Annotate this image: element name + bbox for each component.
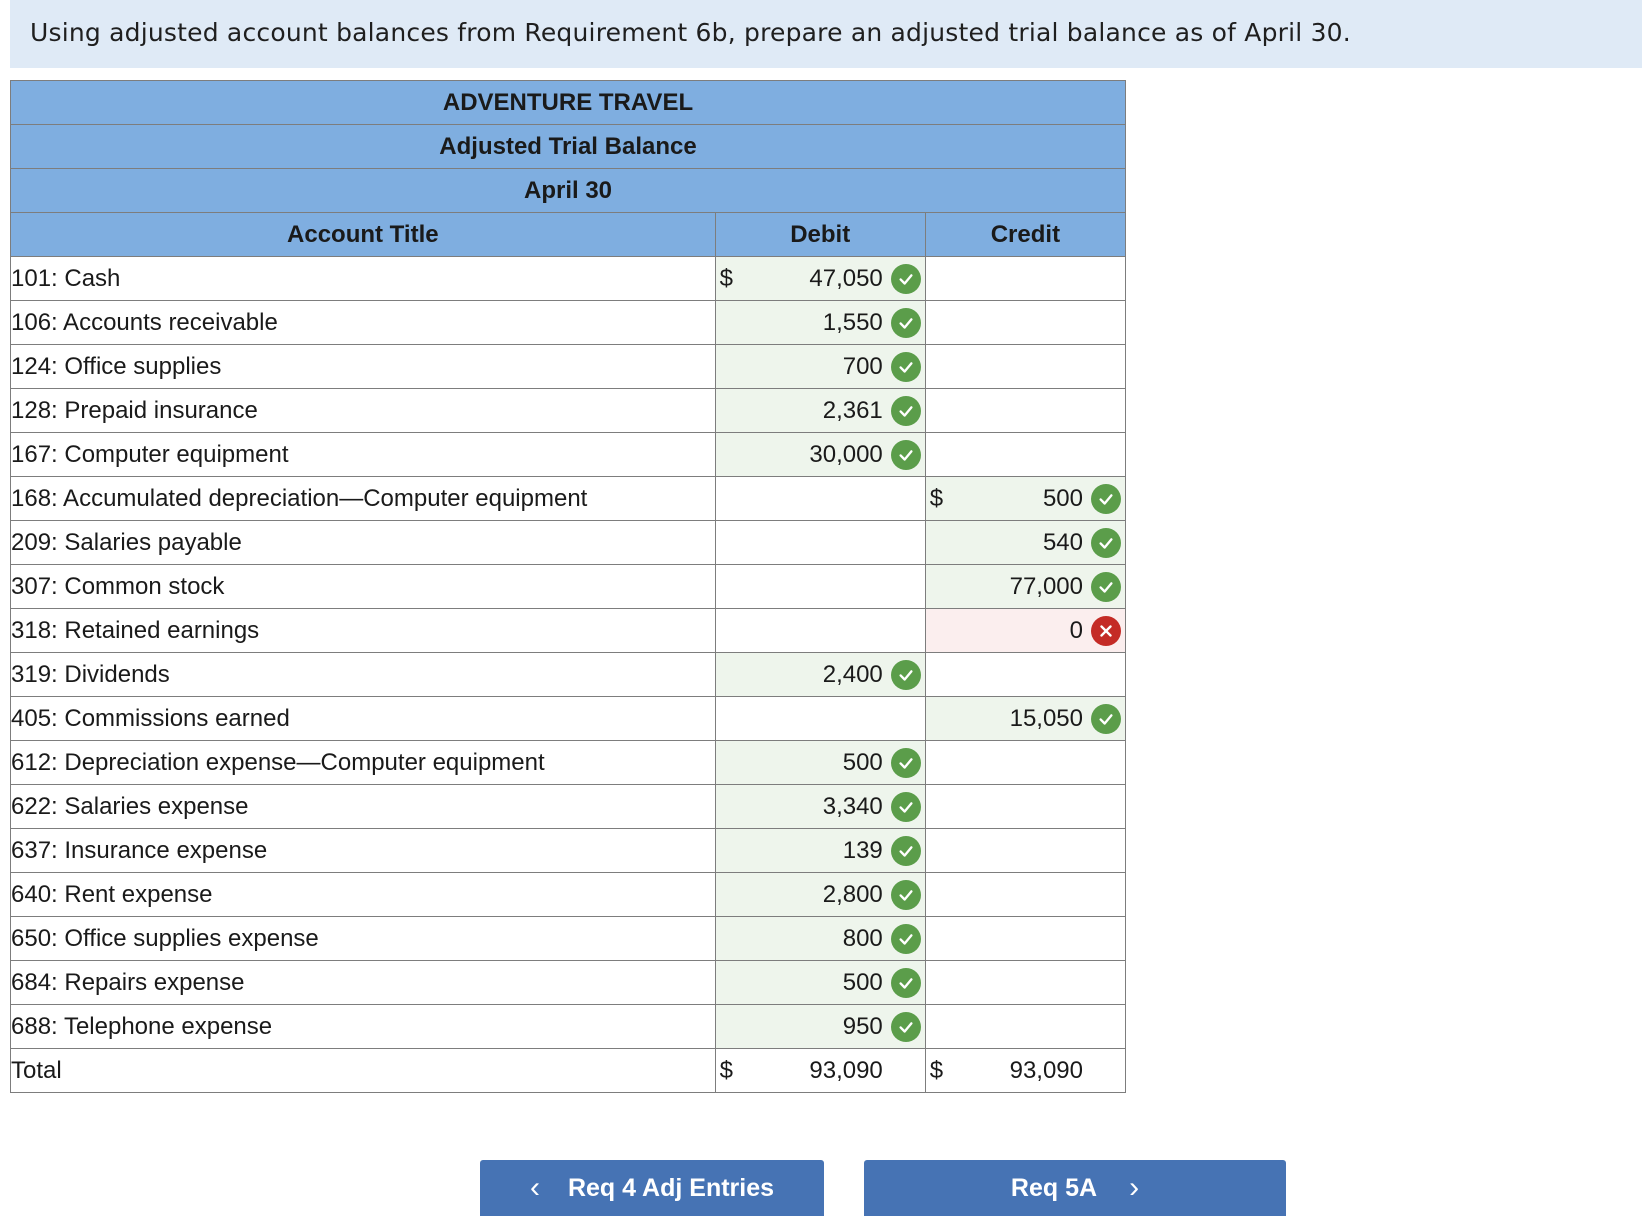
debit-amount-cell[interactable] (715, 829, 925, 873)
table-row (11, 433, 1126, 477)
dollar-sign: $ (929, 485, 944, 512)
debit-amount-cell[interactable] (715, 917, 925, 961)
credit-amount-cell[interactable] (925, 345, 1125, 389)
account-title-cell[interactable]: 128: Prepaid insurance (11, 389, 716, 433)
debit-amount-value: 500 (842, 749, 883, 776)
account-title-cell[interactable]: 688: Telephone expense (11, 1005, 716, 1049)
credit-amount-value: 77,000 (1009, 573, 1083, 600)
next-requirement-label: Req 5A (1010, 1173, 1098, 1202)
correct-check-icon (891, 660, 921, 690)
incorrect-x-icon (1091, 616, 1121, 646)
debit-amount-cell[interactable] (715, 345, 925, 389)
account-title-cell[interactable]: 318: Retained earnings (11, 609, 716, 653)
credit-amount-cell[interactable] (925, 961, 1125, 1005)
debit-amount-cell[interactable] (715, 477, 925, 521)
credit-amount-cell[interactable] (925, 389, 1125, 433)
credit-amount-cell[interactable] (925, 433, 1125, 477)
table-row (11, 697, 1126, 741)
table-row (11, 565, 1126, 609)
correct-check-icon (891, 792, 921, 822)
account-title-cell[interactable]: 405: Commissions earned (11, 697, 716, 741)
debit-amount-value: 3,340 (822, 793, 883, 820)
debit-amount-cell[interactable] (715, 873, 925, 917)
debit-amount-value: 30,000 (809, 441, 883, 468)
debit-amount-value: 2,800 (822, 881, 883, 908)
table-row (11, 257, 1126, 301)
debit-amount-cell[interactable] (715, 609, 925, 653)
account-title-cell[interactable]: 167: Computer equipment (11, 433, 716, 477)
table-row (11, 521, 1126, 565)
table-row (11, 653, 1126, 697)
account-title-cell[interactable]: 622: Salaries expense (11, 785, 716, 829)
account-title-cell[interactable]: 106: Accounts receivable (11, 301, 716, 345)
prev-requirement-label: Req 4 Adj Entries (567, 1173, 775, 1202)
statement-date: April 30 (11, 169, 1126, 213)
account-title-cell[interactable]: 307: Common stock (11, 565, 716, 609)
debit-amount-value: 500 (842, 969, 883, 996)
credit-amount-cell[interactable] (925, 1005, 1125, 1049)
account-title-cell[interactable]: 640: Rent expense (11, 873, 716, 917)
debit-amount-cell[interactable] (715, 785, 925, 829)
credit-amount-cell[interactable] (925, 653, 1125, 697)
credit-amount-cell[interactable] (925, 785, 1125, 829)
credit-amount-cell[interactable] (925, 477, 1125, 521)
correct-check-icon (1091, 484, 1121, 514)
credit-amount-value: 500 (1042, 485, 1083, 512)
total-row (11, 1049, 1126, 1093)
table-row (11, 1005, 1126, 1049)
correct-check-icon (891, 1012, 921, 1042)
correct-check-icon (891, 880, 921, 910)
account-title-header: Account Title (11, 213, 716, 257)
statement-title: Adjusted Trial Balance (11, 125, 1126, 169)
total-credit-cell (925, 1049, 1125, 1093)
correct-check-icon (891, 308, 921, 338)
credit-header: Credit (925, 213, 1125, 257)
debit-amount-value: 2,400 (822, 661, 883, 688)
debit-amount-cell[interactable] (715, 961, 925, 1005)
total-label: Total (11, 1049, 716, 1093)
credit-amount-cell[interactable] (925, 521, 1125, 565)
credit-amount-cell[interactable] (925, 917, 1125, 961)
correct-check-icon (891, 440, 921, 470)
table-row (11, 301, 1126, 345)
table-row (11, 741, 1126, 785)
debit-amount-value: 950 (842, 1013, 883, 1040)
credit-amount-cell[interactable] (925, 697, 1125, 741)
debit-amount-cell[interactable] (715, 301, 925, 345)
account-title-cell[interactable]: 684: Repairs expense (11, 961, 716, 1005)
debit-amount-cell[interactable] (715, 741, 925, 785)
correct-check-icon (1091, 704, 1121, 734)
credit-amount-cell[interactable] (925, 565, 1125, 609)
total-credit-value: 93,090 (1009, 1057, 1083, 1084)
total-debit-value: 93,090 (809, 1057, 883, 1084)
debit-header: Debit (715, 213, 925, 257)
credit-amount-value: 540 (1042, 529, 1083, 556)
table-row (11, 389, 1126, 433)
account-title-cell[interactable]: 319: Dividends (11, 653, 716, 697)
account-title-cell[interactable]: 124: Office supplies (11, 345, 716, 389)
credit-amount-cell[interactable] (925, 609, 1125, 653)
debit-amount-cell[interactable] (715, 697, 925, 741)
correct-check-icon (891, 748, 921, 778)
table-row (11, 829, 1126, 873)
account-title-cell[interactable]: 209: Salaries payable (11, 521, 716, 565)
table-row (11, 873, 1126, 917)
debit-amount-value: 139 (842, 837, 883, 864)
correct-check-icon (891, 352, 921, 382)
debit-amount-cell[interactable] (715, 653, 925, 697)
table-row (11, 917, 1126, 961)
debit-amount-cell[interactable] (715, 565, 925, 609)
credit-amount-cell[interactable] (925, 741, 1125, 785)
adjusted-trial-balance-table (10, 80, 1126, 1093)
credit-amount-value: 0 (1069, 617, 1083, 644)
credit-amount-cell[interactable] (925, 301, 1125, 345)
table-row (11, 961, 1126, 1005)
dollar-sign: $ (719, 1057, 733, 1084)
debit-amount-value: 700 (842, 353, 883, 380)
table-row (11, 345, 1126, 389)
account-title-cell[interactable]: 612: Depreciation expense—Computer equipment (11, 741, 716, 785)
correct-check-icon (891, 968, 921, 998)
debit-amount-value: 47,050 (809, 265, 883, 292)
debit-amount-cell[interactable] (715, 257, 925, 301)
account-title-cell[interactable]: 650: Office supplies expense (11, 917, 716, 961)
chevron-left-icon: ‹ (529, 1171, 540, 1204)
credit-amount-cell[interactable] (925, 257, 1125, 301)
debit-amount-value: 2,361 (822, 397, 883, 424)
company-name: ADVENTURE TRAVEL (11, 81, 1126, 125)
table-row (11, 609, 1126, 653)
total-debit-cell (715, 1049, 925, 1093)
debit-amount-cell[interactable] (715, 433, 925, 477)
account-title-cell[interactable]: 637: Insurance expense (11, 829, 716, 873)
credit-amount-value: 15,050 (1009, 705, 1083, 732)
table-row (11, 785, 1126, 829)
credit-amount-cell[interactable] (925, 873, 1125, 917)
dollar-sign: $ (719, 265, 733, 292)
next-requirement-button[interactable] (864, 1160, 1286, 1216)
account-title-cell[interactable]: 101: Cash (11, 257, 716, 301)
debit-amount-value: 800 (842, 925, 883, 952)
debit-amount-cell[interactable] (715, 521, 925, 565)
account-title-cell[interactable]: 168: Accumulated depreciation—Computer equipment (11, 477, 716, 521)
correct-check-icon (891, 396, 921, 426)
dollar-sign: $ (929, 1057, 944, 1084)
correct-check-icon (891, 264, 921, 294)
table-row (11, 477, 1126, 521)
prev-requirement-button[interactable] (480, 1160, 824, 1216)
correct-check-icon (1091, 528, 1121, 558)
correct-check-icon (1091, 572, 1121, 602)
instruction-text: Using adjusted account balances from Requirement 6b, prepare an adjusted trial balance as of April 30. (10, 0, 1642, 68)
credit-amount-cell[interactable] (925, 829, 1125, 873)
correct-check-icon (891, 924, 921, 954)
chevron-right-icon: › (1129, 1171, 1140, 1204)
correct-check-icon (891, 836, 921, 866)
debit-amount-value: 1,550 (822, 309, 883, 336)
debit-amount-cell[interactable] (715, 1005, 925, 1049)
debit-amount-cell[interactable] (715, 389, 925, 433)
